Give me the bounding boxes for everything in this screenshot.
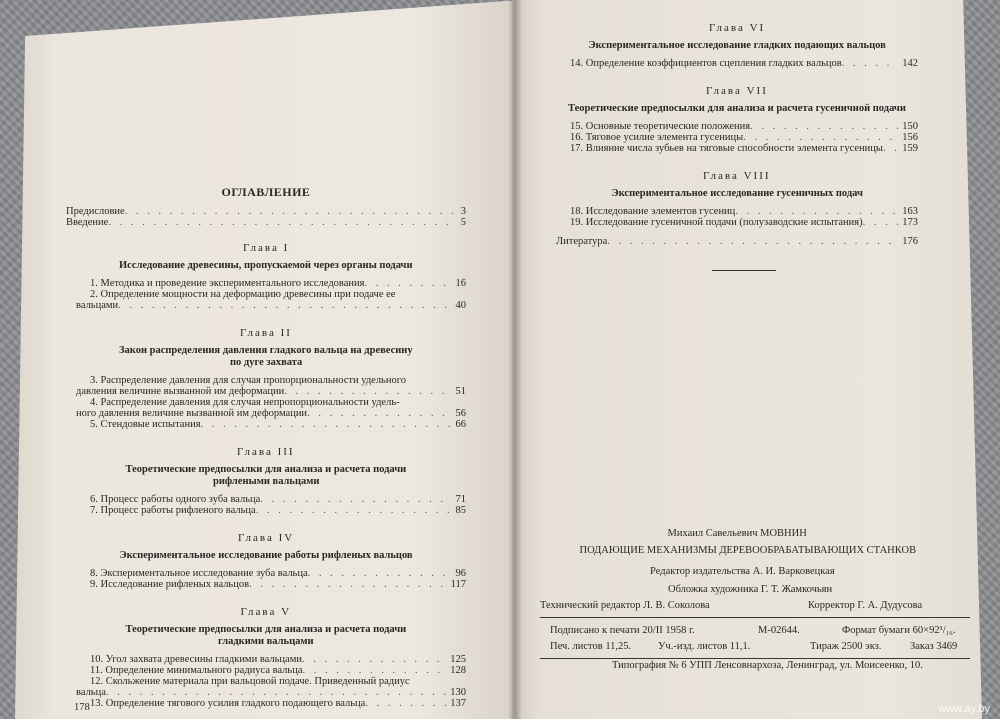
page-number: 85 <box>455 505 466 516</box>
page-number: 16 <box>455 278 466 289</box>
toc-entry <box>570 143 918 155</box>
page-number: 163 <box>902 206 918 217</box>
chapter-title: Теоретические предпосылки для анализа и расчета подачи <box>125 464 407 475</box>
entry-title: 19. Исследование гусеничной подачи (полузаводские испытания) <box>570 217 863 228</box>
entry-title: 16. Тяговое усилие элемента гусеницы <box>570 132 744 143</box>
page-number: 130 <box>450 687 466 698</box>
entry-title: 9. Исследование рифленых вальцов <box>90 579 250 590</box>
imprint-editor: Редактор издательства А. И. Варковецкая <box>650 566 835 577</box>
toc-entry-line: 4. Распределение давления для случая непропорциональности удель- <box>90 397 400 408</box>
imprint-code: М-02644. <box>758 625 800 636</box>
chapter-title: гладкими вальцами <box>218 636 314 647</box>
chapter-label: Глава V <box>240 606 292 618</box>
toc-entry <box>90 505 466 517</box>
toc-entry <box>90 419 466 431</box>
watermark: www.ay.by <box>938 703 990 715</box>
page-number: 128 <box>450 665 466 676</box>
imprint-printer: Типография № 6 УПП Ленсовнархоза, Ленинград, ул. Моисеенко, 10. <box>612 660 923 671</box>
page-number: 176 <box>902 236 918 247</box>
entry-title: 17. Влияние числа зубьев на тяговые способности элемента гусеницы <box>570 143 883 154</box>
chapter-title: Экспериментальное исследование работы рифленых вальцов <box>119 550 413 561</box>
leader-dots <box>883 143 898 155</box>
entry-title: 7. Процесс работы рифленого вальца <box>90 505 256 516</box>
entry-title: Литература <box>556 236 608 247</box>
toc-heading: ОГЛАВЛЕНИЕ <box>221 185 311 199</box>
entry-title: вальцами <box>76 300 119 311</box>
page-number: 150 <box>902 121 918 132</box>
chapter-label: Глава VII <box>706 85 768 97</box>
toc-entry <box>76 300 466 312</box>
leader-dots <box>365 698 446 710</box>
page-number: 5 <box>460 217 466 228</box>
leader-dots <box>108 217 456 229</box>
chapter-label: Глава I <box>243 242 290 254</box>
page-number: 3 <box>460 206 466 217</box>
toc-entry <box>90 579 466 591</box>
page-number: 51 <box>455 386 466 397</box>
toc-entry-line: 3. Распределение давления для случая пропорциональности удельного <box>90 375 407 386</box>
chapter-title: по дуге захвата <box>230 357 303 368</box>
page-number: 125 <box>450 654 466 665</box>
page-number: 66 <box>455 419 466 430</box>
leader-dots <box>249 579 447 591</box>
toc-entry <box>90 698 466 710</box>
imprint-circulation: Тираж 2500 экз. <box>810 641 882 652</box>
divider <box>712 270 776 271</box>
leader-dots <box>863 217 899 229</box>
entry-title: Введение <box>66 217 109 228</box>
page-number: 40 <box>455 300 466 311</box>
entry-title: давления величине вызванной им деформации <box>76 386 285 397</box>
chapter-title: Теоретические предпосылки для анализа и расчета гусеничной подачи <box>568 103 906 114</box>
page-number: 156 <box>902 132 918 143</box>
imprint-signed: Подписано к печати 20/II 1958 г. <box>550 625 695 636</box>
chapter-title: Исследование древесины, пропускаемой через органы подачи <box>119 260 413 271</box>
page-number: 117 <box>450 579 466 590</box>
imprint-book-title: ПОДАЮЩИЕ МЕХАНИЗМЫ ДЕРЕВООБРАБАТЫВАЮЩИХ СТАНКОВ <box>579 545 917 556</box>
entry-title: 18. Исследование элементов гусениц <box>570 206 736 217</box>
leader-dots <box>607 236 898 248</box>
chapter-label: Глава VIII <box>703 170 771 182</box>
leader-dots <box>842 58 899 70</box>
chapter-label: Глава VI <box>709 22 766 34</box>
entry-title: 15. Основные теоретические положения <box>570 121 751 132</box>
entry-title: 10. Угол захвата древесины гладкими вальцами <box>90 654 302 665</box>
chapter-label: Глава III <box>237 446 295 458</box>
chapter-label: Глава II <box>240 327 292 339</box>
chapter-title: Экспериментальное исследование гладких подающих вальцов <box>588 40 886 51</box>
entry-title: 5. Стендовые испытания <box>90 419 201 430</box>
imprint-order: Заказ 3469 <box>910 641 958 652</box>
page-number-footer: 178 <box>74 702 90 713</box>
page-number: 173 <box>902 217 918 228</box>
page-number: 159 <box>902 143 918 154</box>
imprint-cover-artist: Обложка художника Г. Т. Жамкочьян <box>668 584 833 595</box>
imprint-tech-editor: Технический редактор Л. В. Соколова <box>540 600 710 611</box>
entry-title: 11. Определение минимального радиуса вальца <box>90 665 303 676</box>
page-number: 137 <box>450 698 466 709</box>
chapter-label: Глава IV <box>238 532 295 544</box>
toc-entry <box>570 58 918 70</box>
entry-title: ного давления величине вызванной им деформации <box>76 408 308 419</box>
toc-entry-line: 2. Определение мощности на деформацию древесины при подаче ее <box>90 289 396 300</box>
toc-entry <box>66 217 466 229</box>
imprint-pub-sheets: Уч.-изд. листов 11,1. <box>658 641 751 652</box>
leader-dots <box>201 419 452 431</box>
entry-title: Предисловие <box>66 206 125 217</box>
leader-dots <box>256 505 452 517</box>
chapter-title: рифлеными вальцами <box>213 476 320 487</box>
entry-title: вальца <box>76 687 106 698</box>
imprint-format: Формат бумаги 60×92¹/₁₆. <box>842 625 956 636</box>
chapter-title: Теоретические предпосылки для анализа и расчета подачи <box>125 624 407 635</box>
entry-title: 6. Процесс работы одного зуба вальца <box>90 494 261 505</box>
entry-title: 1. Методика и проведение экспериментального исследования <box>90 278 365 289</box>
chapter-title: Закон распределения давления гладкого вальца на древесину <box>119 345 413 356</box>
toc-entry <box>570 217 918 229</box>
imprint-print-sheets: Печ. листов 11,25. <box>550 641 632 652</box>
book-spine <box>508 0 522 719</box>
entry-title: 8. Экспериментальное исследование зуба вальца <box>90 568 308 579</box>
entry-title: 14. Определение коэффициентов сцепления гладких вальцов <box>570 58 842 69</box>
page-number: 56 <box>455 408 466 419</box>
chapter-title: Экспериментальное исследование гусеничных подач <box>611 188 863 199</box>
toc-entry-literature <box>556 236 918 248</box>
page-number: 142 <box>902 58 918 69</box>
entry-title: 13. Определение тягового усилия гладкого подающего вальца <box>90 698 366 709</box>
leader-dots <box>118 300 451 312</box>
page-number: 96 <box>455 568 466 579</box>
page-number: 71 <box>455 494 466 505</box>
toc-entry-line: 12. Скольжение материала при вальцовой подаче. Приведенный радиус <box>90 676 410 687</box>
imprint-proofreader: Корректор Г. А. Дудусова <box>808 600 923 611</box>
imprint-author: Михаил Савельевич МОВНИН <box>667 528 807 539</box>
